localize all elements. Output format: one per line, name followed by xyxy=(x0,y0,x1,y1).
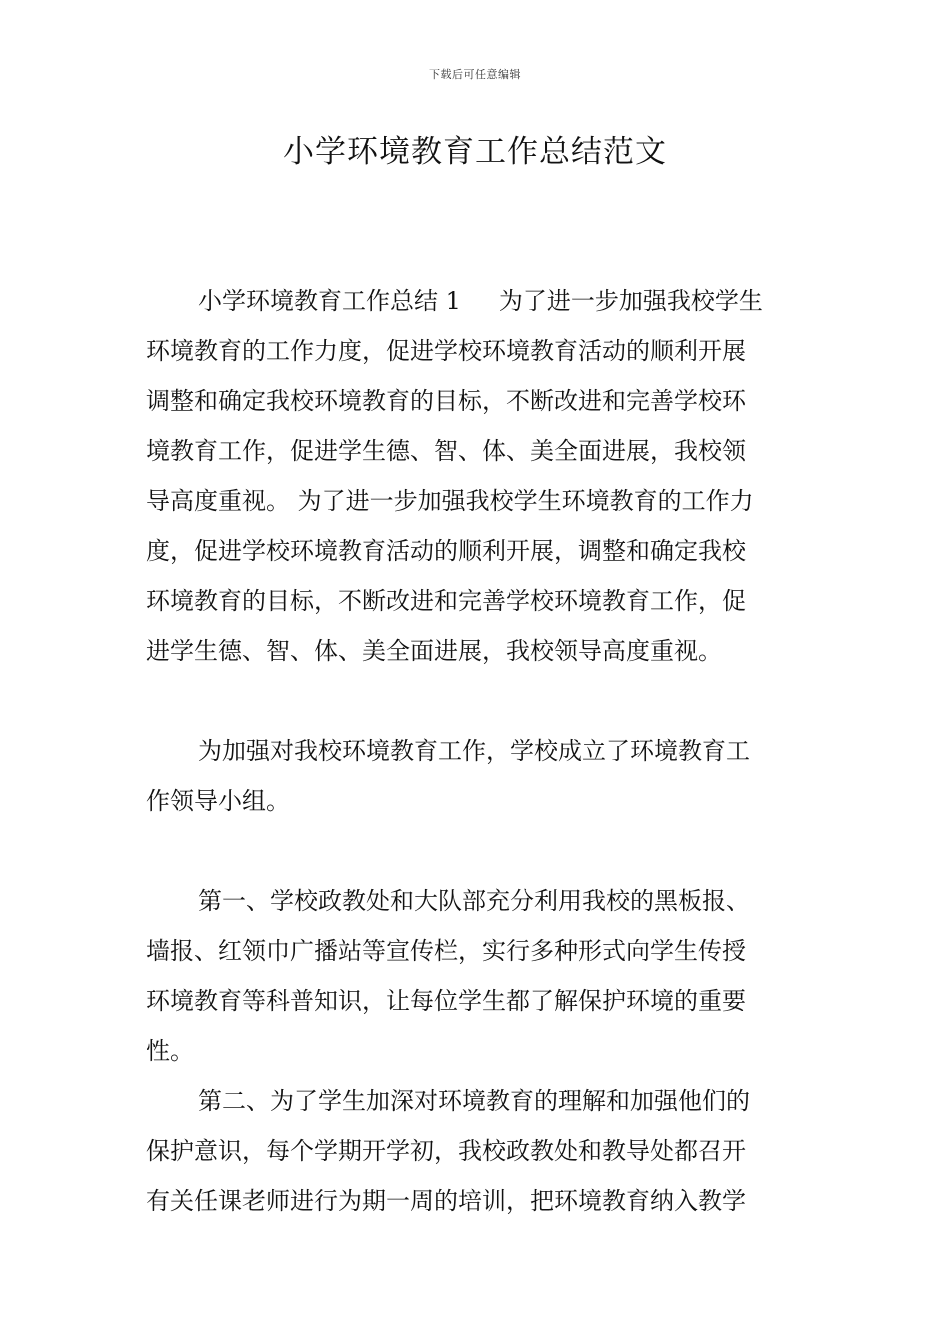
paragraph-line: 境教育工作，促进学生德、智、体、美全面进展，我校领 xyxy=(146,437,746,465)
section-lead: 小学环境教育工作总结 1 xyxy=(198,287,461,315)
paragraph-line: 度，促进学校环境教育活动的顺利开展，调整和确定我校 xyxy=(146,537,746,565)
paragraph-line: 环境教育的目标，不断改进和完善学校环境教育工作，促 xyxy=(146,587,746,615)
header-note: 下载后可任意编辑 xyxy=(429,68,521,81)
paragraph-line: 为加强对我校环境教育工作，学校成立了环境教育工 xyxy=(198,737,750,765)
page-title: 小学环境教育工作总结范文 xyxy=(283,134,667,170)
paragraph-line: 导高度重视。 为了进一步加强我校学生环境教育的工作力 xyxy=(146,487,754,515)
paragraph-line: 性。 xyxy=(146,1037,194,1065)
paragraph-line: 作领导小组。 xyxy=(146,787,290,815)
paragraph-line: 环境教育等科普知识，让每位学生都了解保护环境的重要 xyxy=(146,987,746,1015)
paragraph-line: 进学生德、智、体、美全面进展，我校领导高度重视。 xyxy=(146,637,722,665)
paragraph-line: 第二、为了学生加深对环境教育的理解和加强他们的 xyxy=(198,1087,750,1115)
paragraph-line: 环境教育的工作力度，促进学校环境教育活动的顺利开展 xyxy=(146,337,746,365)
paragraph-text: 为了进一步加强我校学生 xyxy=(498,287,763,315)
paragraph-line: 墙报、红领巾广播站等宣传栏，实行多种形式向学生传授 xyxy=(146,937,746,965)
paragraph-line: 保护意识，每个学期开学初，我校政教处和教导处都召开 xyxy=(146,1137,746,1165)
section-heading xyxy=(146,676,808,726)
section-heading xyxy=(146,826,808,876)
paragraph-line: 第一、学校政教处和大队部充分利用我校的黑板报、 xyxy=(198,887,750,915)
document-body xyxy=(146,276,808,1226)
paragraph-line xyxy=(146,276,808,326)
paragraph-line: 有关任课老师进行为期一周的培训，把环境教育纳入教学 xyxy=(146,1187,746,1215)
paragraph-line: 调整和确定我校环境教育的目标，不断改进和完善学校环 xyxy=(146,387,746,415)
